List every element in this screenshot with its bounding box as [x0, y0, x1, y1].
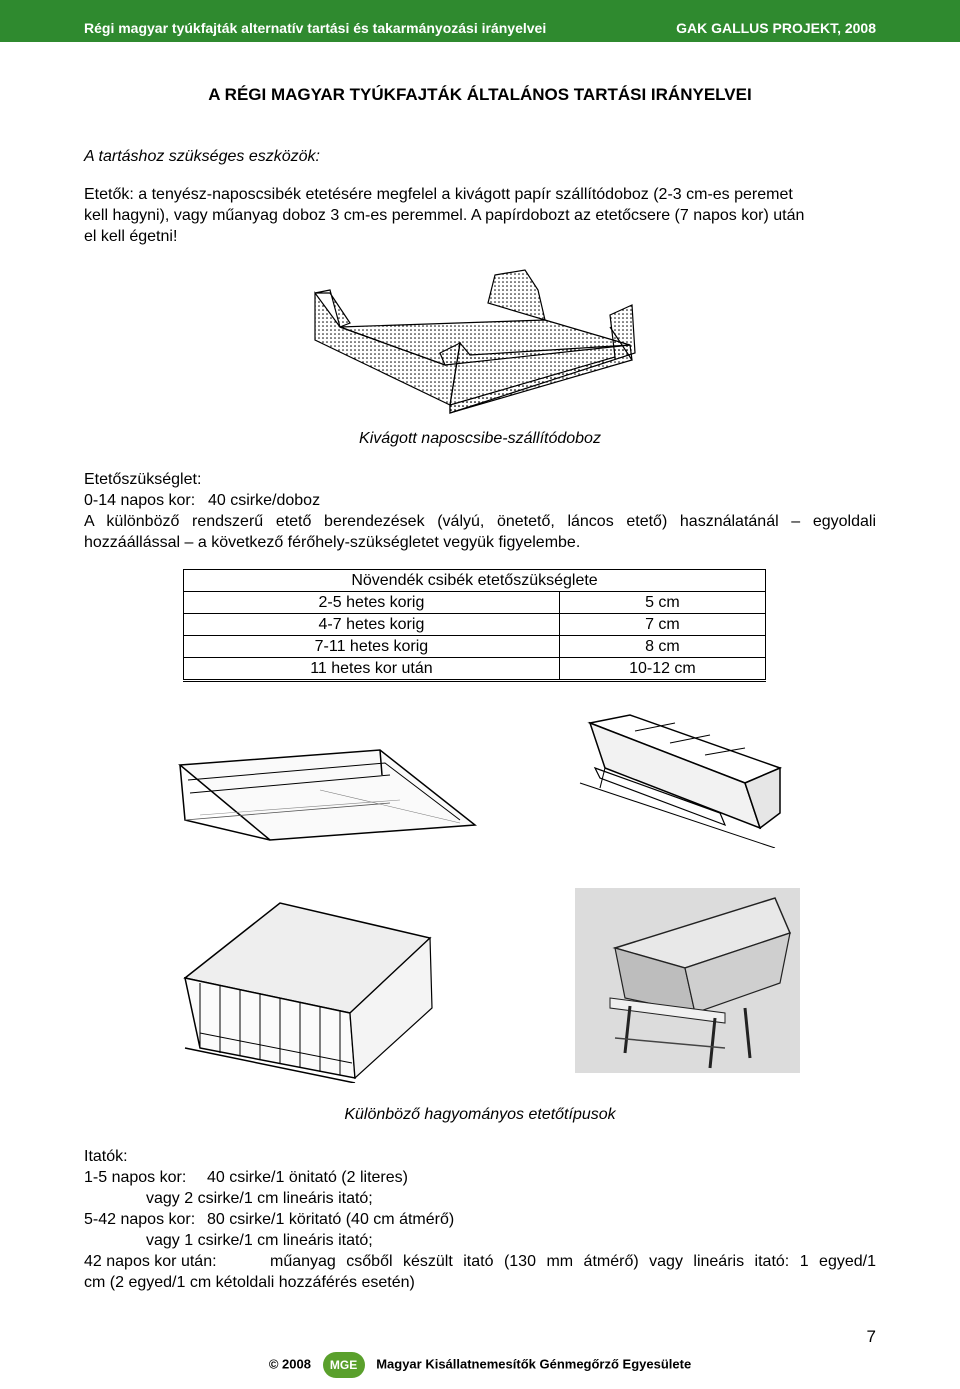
table-title: Növendék csibék etetőszükséglete — [184, 570, 766, 592]
trough-feeder-illustration — [160, 745, 480, 845]
waterers-text-5: műanyag csőből készült itató (130 mm átmérő) vagy lineáris itató: 1 egyed/1 — [270, 1253, 876, 1270]
figure1-caption: Kivágott naposcsibe-szállítódoboz — [359, 430, 601, 447]
intro-paragraph — [84, 184, 876, 247]
header-project: GAK GALLUS PROJEKT, 2008 — [676, 20, 876, 36]
page-title: A RÉGI MAGYAR TYÚKFAJTÁK ÁLTALÁNOS TARTÁSI IRÁNYELVEI — [208, 85, 752, 104]
waterers-text-4: vagy 1 csirke/1 cm lineáris itató; — [146, 1232, 373, 1249]
feeder-space-table — [183, 569, 766, 682]
waterers-age-1: 1-5 napos kor: — [84, 1169, 187, 1186]
cut-box-illustration — [310, 265, 640, 415]
table-value: 10-12 cm — [559, 658, 765, 681]
table-row — [184, 636, 766, 658]
table-value: 7 cm — [559, 614, 765, 636]
section-heading: A tartáshoz szükséges eszközök: — [84, 148, 320, 165]
table-row — [184, 592, 766, 614]
feed-need-text-1: A különböző rendszerű etető berendezések (vályú, önetető, láncos etető) használatánál – egyoldali — [84, 513, 876, 530]
table-value: 8 cm — [559, 636, 765, 658]
waterers-age-3: 42 napos kor után: — [84, 1253, 217, 1270]
feed-need-value: 40 csirke/doboz — [208, 492, 321, 509]
hopper-feeder-illustration — [575, 888, 800, 1073]
waterers-age-2: 5-42 napos kor: — [84, 1211, 196, 1228]
footer-copyright: © 2008 — [268, 1356, 311, 1372]
intro-line-1: Etetők: a tenyész-naposcsibék etetésére megfelel a kivágott papír szállítódoboz (2-3 cm-es peremet — [84, 186, 793, 203]
footer-organization: Magyar Kisállatnemesítők Génmegőrző Egyesülete — [376, 1356, 692, 1372]
box-feeder-illustration — [575, 713, 790, 848]
header-title: Régi magyar tyúkfajták alternatív tartási és takarmányozási irányelvei — [84, 20, 547, 36]
waterers-text-1: 40 csirke/1 önitató (2 literes) — [207, 1169, 408, 1186]
figure2-caption: Különböző hagyományos etetőtípusok — [344, 1106, 616, 1123]
waterers-label: Itatók: — [84, 1148, 128, 1165]
waterers-text-2: vagy 2 csirke/1 cm lineáris itató; — [146, 1190, 373, 1207]
table-row — [184, 658, 766, 681]
footer — [0, 1352, 960, 1378]
page-number: 7 — [866, 1327, 876, 1346]
intro-line-3: el kell égetni! — [84, 228, 178, 245]
table-row — [184, 614, 766, 636]
intro-line-2: kell hagyni), vagy műanyag doboz 3 cm-es peremmel. A papírdobozt az etetőcsere (7 napos kor) után — [84, 207, 805, 224]
waterers-text-6: cm (2 egyed/1 cm kétoldali hozzáférés esetén) — [84, 1274, 415, 1291]
feed-need-text-2: hozzáállással – a következő férőhely-szükségletet vegyük figyelembe. — [84, 534, 581, 551]
table-age: 4-7 hetes korig — [184, 614, 560, 636]
table-age: 11 hetes kor után — [184, 658, 560, 681]
table-age: 7-11 hetes korig — [184, 636, 560, 658]
covered-feeder-illustration — [180, 898, 440, 1083]
mge-logo: MGE — [323, 1352, 365, 1378]
feed-need-age: 0-14 napos kor: — [84, 492, 196, 509]
table-value: 5 cm — [559, 592, 765, 614]
waterers-text-3: 80 csirke/1 köritató (40 cm átmérő) — [207, 1211, 455, 1228]
table-age: 2-5 hetes korig — [184, 592, 560, 614]
feed-need-label: Etetőszükséglet: — [84, 471, 202, 488]
